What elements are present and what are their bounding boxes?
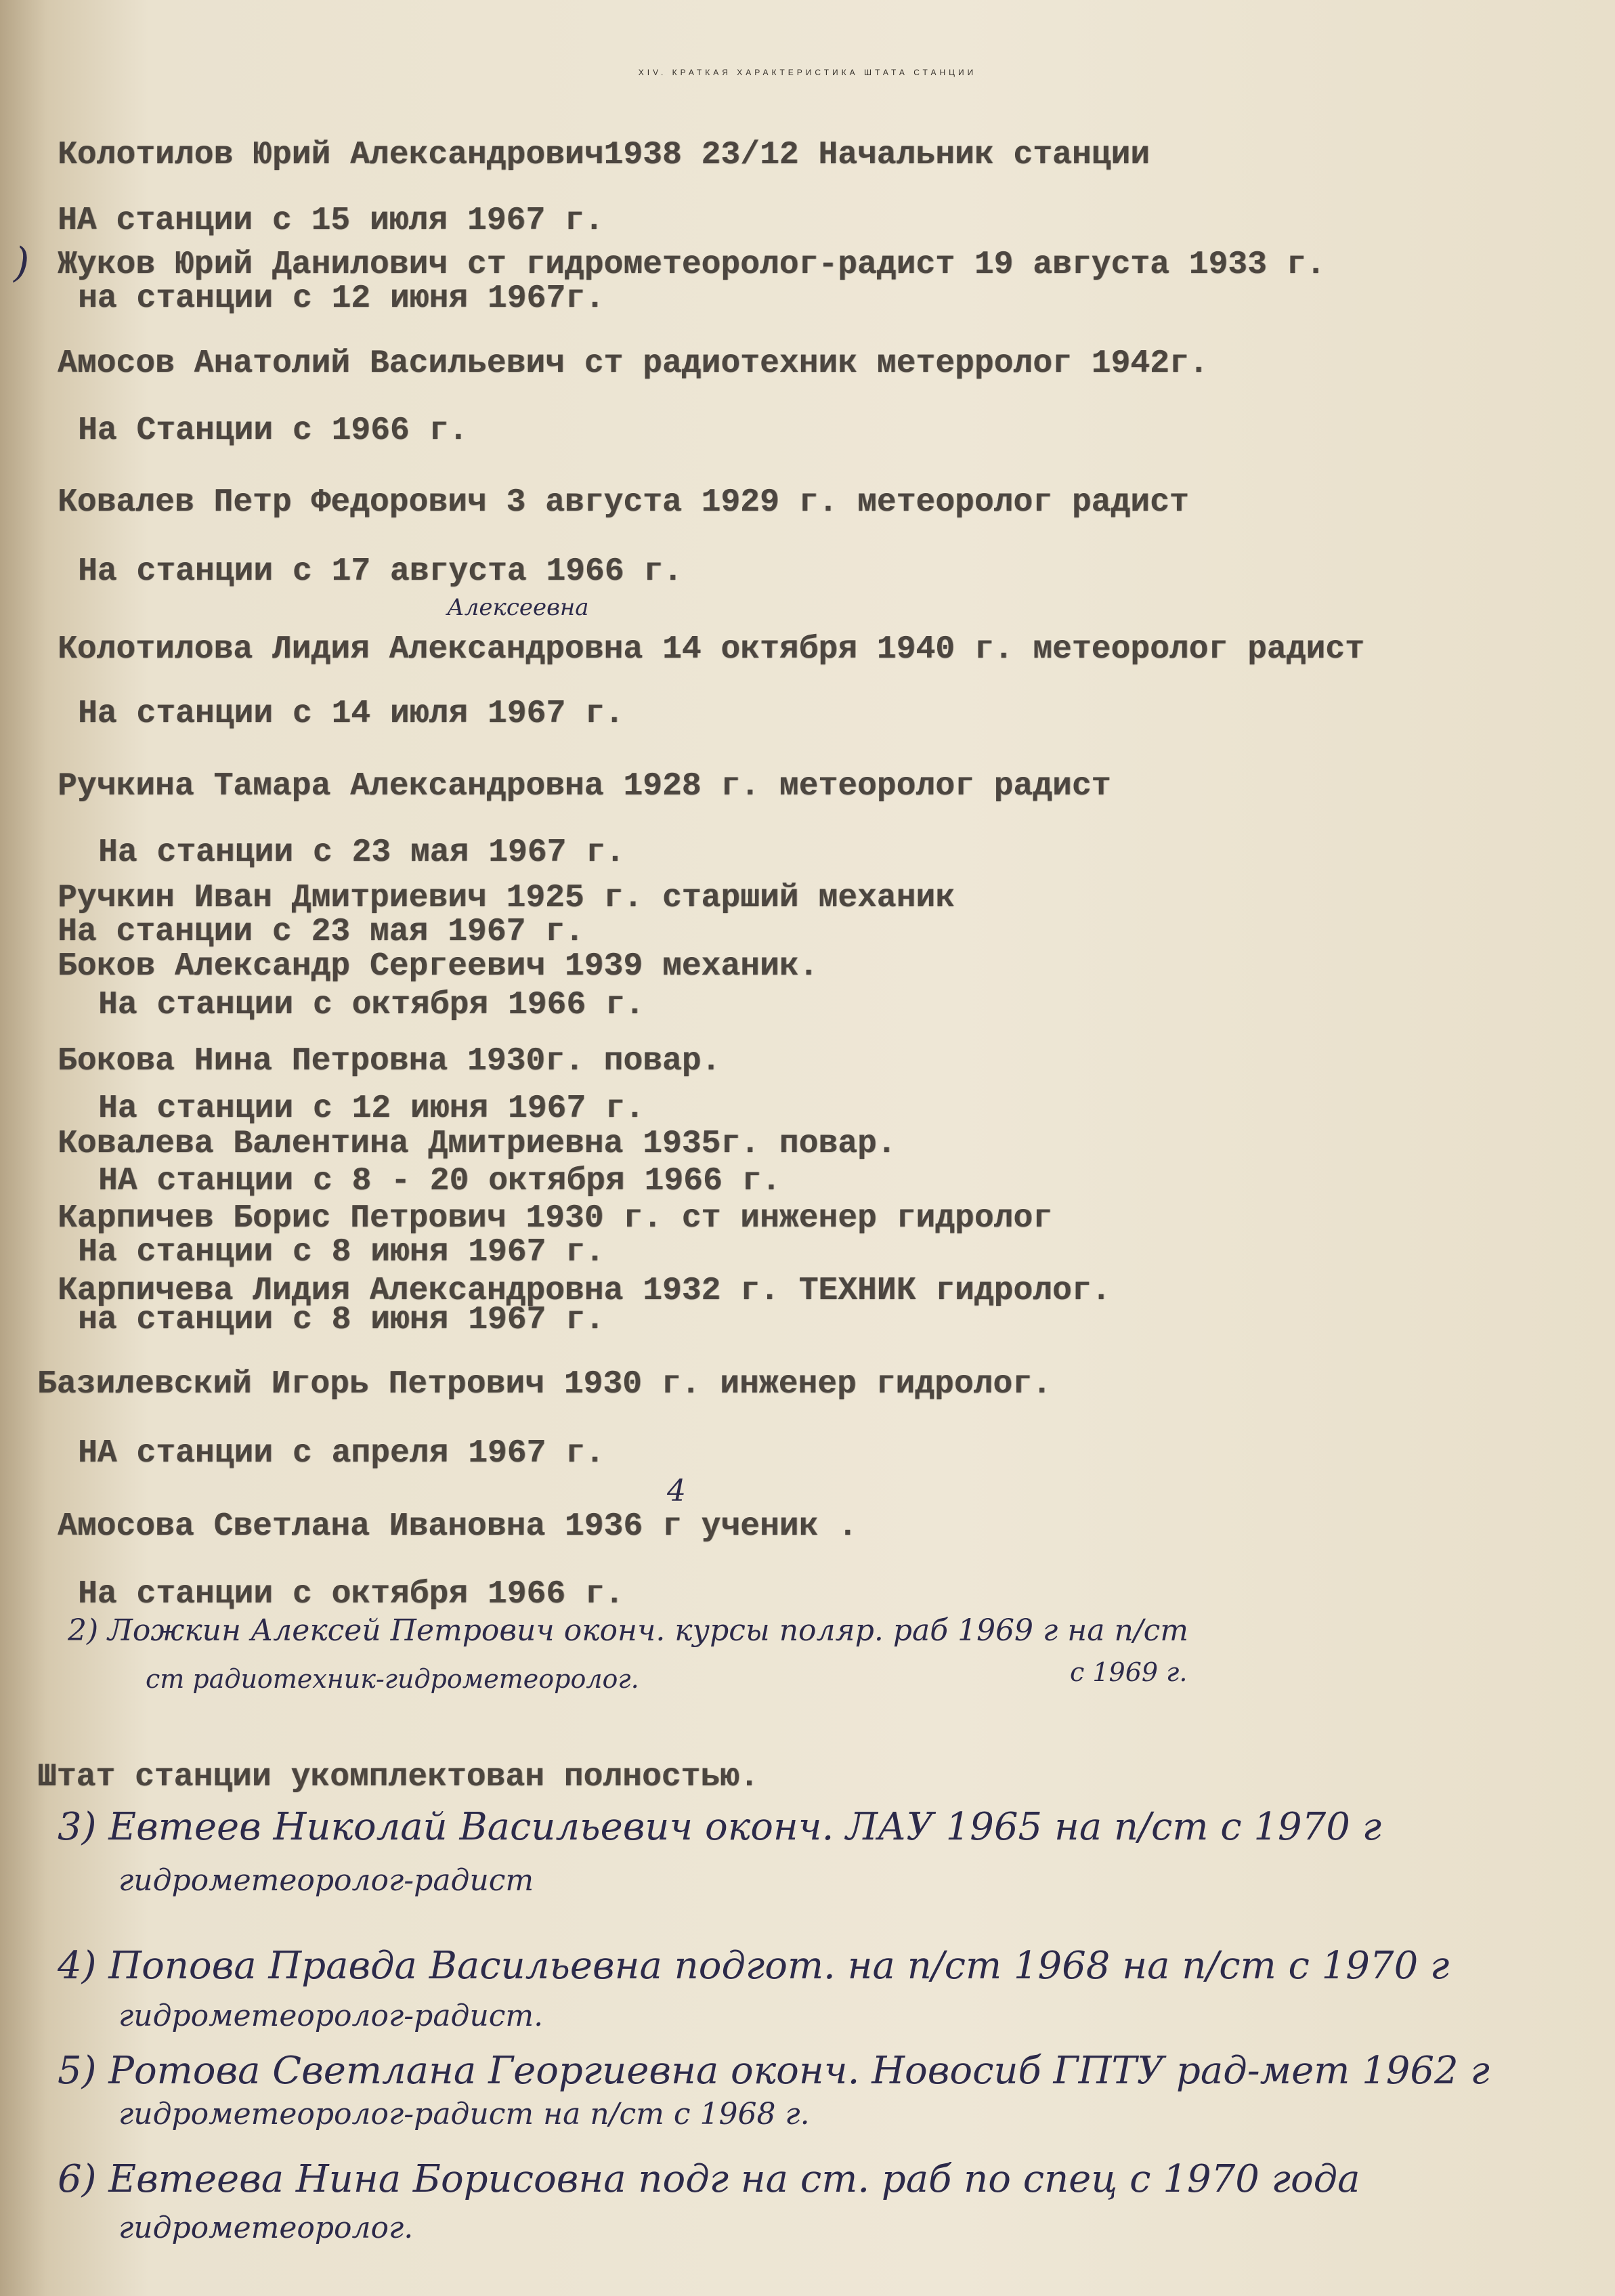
typed-line: На станции с октября 1966 г.	[98, 987, 645, 1023]
typed-line: На станции с 23 мая 1967 г.	[58, 914, 584, 950]
handwritten-entry-4: 4) Попова Правда Васильевна подгот. на п/ст 1968 на п/ст с 1970 г	[58, 1944, 1450, 1988]
handwritten-entry-2: 2) Ложкин Алексей Петрович оконч. курсы поляр. раб 1969 г на п/ст	[68, 1613, 1188, 1648]
handwritten-entry-3-role: гидрометеоролог-радист	[119, 1863, 534, 1898]
typed-line: Базилевский Игорь Петрович 1930 г. инженер гидролог.	[37, 1366, 1052, 1403]
typed-line: На станции с 8 июня 1967 г.	[78, 1234, 605, 1271]
handwritten-entry-4-role: гидрометеоролог-радист.	[119, 1999, 544, 2033]
typed-line: На Cтанции с 1966 г.	[78, 412, 469, 449]
typed-line: Штат станции укомплектован полностью.	[37, 1759, 759, 1795]
typed-line: Карпичев Борис Петрович 1930 г. ст инженер гидролог	[58, 1200, 1053, 1237]
typed-line: На станции с 14 июля 1967 г.	[78, 696, 624, 732]
handwritten-entry-6: 6) Евтеева Нина Борисовна подг на ст. раб по спец с 1970 года	[58, 2157, 1360, 2201]
typed-line: Колотилов Юрий Александрович1938 23/12 Начальник станции	[58, 137, 1150, 173]
page-title: XIV. КРАТКАЯ ХАРАКТЕРИСТИКА ШТАТА СТАНЦИИ	[638, 68, 977, 77]
typed-line: Ковалева Валентина Дмитриевна 1935г. повар.	[58, 1126, 897, 1162]
typed-line: Амосов Анатолий Васильевич ст радиотехник метерролог 1942г.	[58, 345, 1209, 382]
typed-line: Бокова Нина Петровна 1930г. повар.	[58, 1043, 721, 1080]
typed-line: На станции с 17 августа 1966 г.	[78, 553, 683, 590]
typed-line: На станции с 12 июня 1967 г.	[98, 1090, 645, 1127]
typed-line: НА станции с 15 июля 1967 г.	[58, 203, 604, 239]
handwritten-entry-5: 5) Ротова Светлана Георгиевна оконч. Новосиб ГПТУ рад-мет 1962 г	[58, 2049, 1490, 2093]
margin-bracket-mark: )	[14, 239, 30, 286]
typed-line: НА станции с апреля 1967 г.	[78, 1435, 605, 1472]
handwritten-entry-3: 3) Евтеев Николай Васильевич оконч. ЛАУ 1965 на п/ст с 1970 г	[58, 1805, 1382, 1849]
typed-line: Ковалев Петр Федорович 3 августа 1929 г. метеоролог радист	[58, 484, 1189, 521]
handwritten-entry-5-role: гидрометеоролог-радист на п/ст с 1968 г.	[119, 2097, 810, 2131]
typed-line: на станции с 12 июня 1967г.	[78, 280, 605, 317]
typed-line: Боков Александр Сергеевич 1939 механик.	[58, 948, 819, 985]
typed-line: Карпичева Лидия Александровна 1932 г. ТЕХНИК гидролог.	[58, 1273, 1111, 1309]
typed-line: НА станции с 8 - 20 октября 1966 г.	[98, 1163, 781, 1199]
handwritten-entry-2-role: ст радиотехник-гидрометеоролог.	[146, 1664, 639, 1694]
typed-line: Колотилова Лидия Александровна 14 октября 1940 г. метеоролог радист	[58, 631, 1364, 668]
typed-line: Ручкин Иван Дмитриевич 1925 г. старший механик	[58, 880, 955, 916]
typed-line: На станции с 23 мая 1967 г.	[98, 834, 625, 871]
typed-line: Амосова Светлана Ивановна 1936 г ученик .	[58, 1508, 857, 1545]
handwritten-correction: Алексеевна	[447, 594, 589, 621]
handwritten-entry-2-since: с 1969 г.	[1070, 1657, 1188, 1687]
typed-line: На станции с октября 1966 г.	[78, 1576, 624, 1613]
handwritten-entry-6-role: гидрометеоролог.	[119, 2211, 414, 2245]
typed-line: Ручкина Тамара Александровна 1928 г. метеоролог радист	[58, 768, 1111, 805]
typed-line: Жуков Юрий Данилович ст гидрометеоролог-радист 19 августа 1933 г.	[58, 247, 1326, 283]
typed-line: на станции с 8 июня 1967 г.	[78, 1302, 605, 1338]
handwritten-correction: 4	[667, 1474, 686, 1508]
